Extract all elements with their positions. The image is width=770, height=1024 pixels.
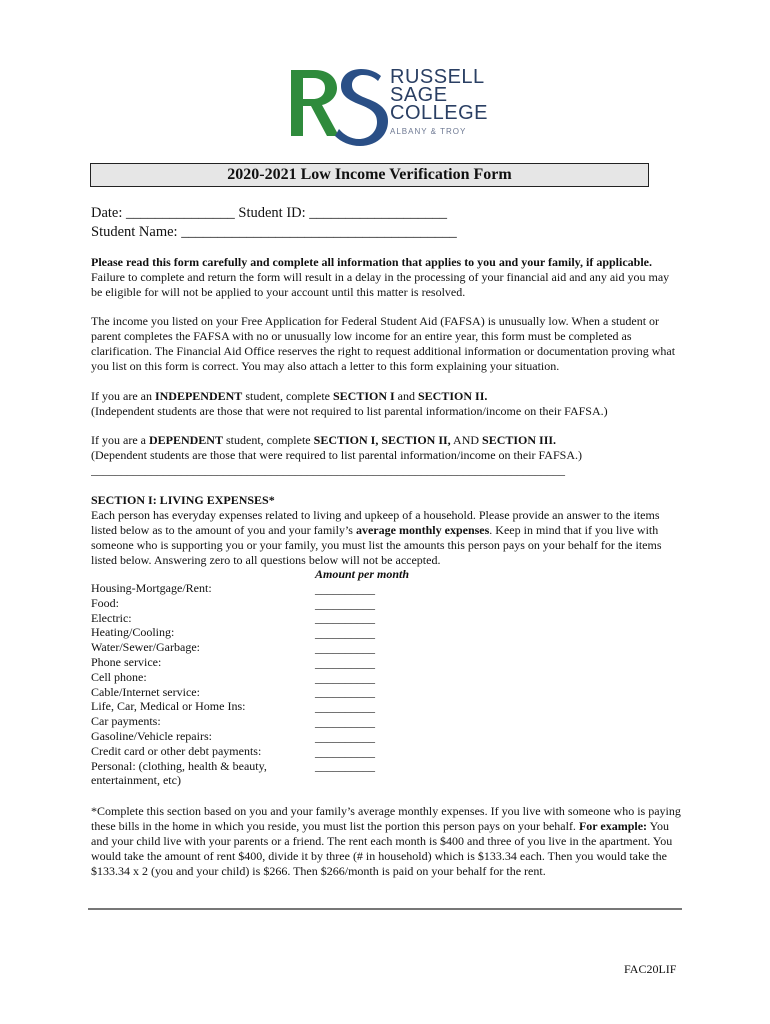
amount-input-blank[interactable]: __________ xyxy=(315,655,375,670)
bottom-rule xyxy=(88,908,682,910)
amount-input-blank[interactable]: __________ xyxy=(315,611,375,626)
expense-item-label: entertainment, etc) xyxy=(91,773,181,788)
form-title: 2020-2021 Low Income Verification Form xyxy=(227,166,512,183)
independent-note: (Independent students are those that were not required to list parental information/income on their FAFSA.) xyxy=(91,404,608,418)
intro-paragraph xyxy=(91,255,681,300)
section1-text: Each person has everyday expenses related to living and upkeep of a household. Please provide an answer to the items listed below as to the amount of you and your family’s average monthly expenses. Keep in mind that if you live with someone who is supporting you or your family, you must list the amounts this person pays on your behalf for the items listed below. Answering zero to all questions below will not be accepted. xyxy=(91,508,662,567)
amount-input-blank[interactable]: __________ xyxy=(315,640,375,655)
logo-location: ALBANY & TROY xyxy=(390,127,467,136)
amount-input-blank[interactable]: __________ xyxy=(315,596,375,611)
section1-paragraph xyxy=(91,493,681,568)
expense-item-label: Credit card or other debt payments: xyxy=(91,743,262,758)
logo-russell: RUSSELL xyxy=(390,66,485,88)
expense-item-label: Cell phone: xyxy=(91,669,147,684)
expense-item-label: Electric: xyxy=(91,610,132,625)
amount-input-blank[interactable]: __________ xyxy=(315,714,375,729)
expense-item-label: Phone service: xyxy=(91,654,162,669)
amount-input-blank[interactable]: __________ xyxy=(315,729,375,744)
expense-item-label: Cable/Internet service: xyxy=(91,684,200,699)
for-example-label: For example: xyxy=(578,819,648,833)
expense-item-label: Housing-Mortgage/Rent: xyxy=(91,581,212,595)
amount-input-blank[interactable]: __________ xyxy=(315,685,375,700)
expense-item-label: Food: xyxy=(91,595,120,610)
form-code: FAC20LIF xyxy=(624,962,677,976)
amount-input-blank[interactable]: __________ xyxy=(315,744,375,759)
dependent-paragraph xyxy=(91,433,681,478)
dependent-note: (Dependent students are those that were required to list parental information/income on their FAFSA.) xyxy=(91,448,582,462)
amount-input-blank[interactable]: __________ xyxy=(315,626,375,641)
amount-input-blank[interactable]: __________ xyxy=(315,581,375,596)
intro-bold: Please read this form carefully and complete all information that applies to you and your family, if applicable. xyxy=(91,255,652,269)
amount-input-blank[interactable]: __________ xyxy=(315,700,375,715)
header-fields xyxy=(91,204,681,242)
amounts-column xyxy=(315,567,409,774)
expense-item-label: Heating/Cooling: xyxy=(91,625,175,640)
expense-item-label: Personal: (clothing, health & beauty, xyxy=(91,758,267,773)
expense-item-label: Car payments: xyxy=(91,714,161,729)
footnote-paragraph: *Complete this section based on you and your family’s average monthly expenses. If you live with someone who is paying these bills in the home in which you reside, you must list the portion this person pays on your behalf. For example: You and your child live with your parents or a friend. The rent each month is $400 and three of you live in the apartment. You would take the amount of rent $400, divide it by three (# in household) which is $133.34 each. Then you would take the $133.34 x 2 (you and your child) is $266. Then $266/month is paid on your behalf for the rent. xyxy=(91,804,681,878)
expense-items-list xyxy=(91,581,301,788)
logo-sage: SAGE xyxy=(390,84,448,106)
form-title-box xyxy=(90,163,649,187)
amount-input-blank[interactable]: __________ xyxy=(315,670,375,685)
independent-paragraph xyxy=(91,389,681,419)
student-name-field[interactable]: Student Name: ______________________________________ xyxy=(91,224,457,240)
amount-per-month-header: Amount per month xyxy=(315,567,410,581)
section-divider: _______________________________________________________________________________ xyxy=(91,463,565,477)
dependent-line: If you are a DEPENDENT student, complete SECTION I, SECTION II, AND SECTION III. xyxy=(91,433,557,447)
date-studentid-fields[interactable]: Date: _______________ Student ID: ___________________ xyxy=(91,205,448,221)
intro-rest: Failure to complete and return the form will result in a delay in the processing of your financial aid and any aid you may be eligible for will not be applied to your account until this matter is resolved. xyxy=(91,270,670,299)
expense-item-label: Life, Car, Medical or Home Ins: xyxy=(91,699,246,714)
section1-heading: SECTION I: LIVING EXPENSES* xyxy=(91,493,275,507)
logo-wordmark xyxy=(390,68,488,136)
expense-item-label: Water/Sewer/Garbage: xyxy=(91,640,200,655)
amount-input-blank[interactable]: __________ xyxy=(315,759,375,774)
expense-item-label: Gasoline/Vehicle repairs: xyxy=(91,728,212,743)
logo-college: COLLEGE xyxy=(390,102,488,124)
fafsa-paragraph: The income you listed on your Free Application for Federal Student Aid (FAFSA) is unusually low. When a student or parent completes the FAFSA with no or unusually low income for an entire year, this form must be completed as clarification. The Financial Aid Office reserves the right to request additional information or documentation proving what you list on this form is correct. You may also attach a letter to this form explaining your situation. xyxy=(91,314,676,373)
independent-line: If you are an INDEPENDENT student, complete SECTION I and SECTION II. xyxy=(91,389,488,403)
